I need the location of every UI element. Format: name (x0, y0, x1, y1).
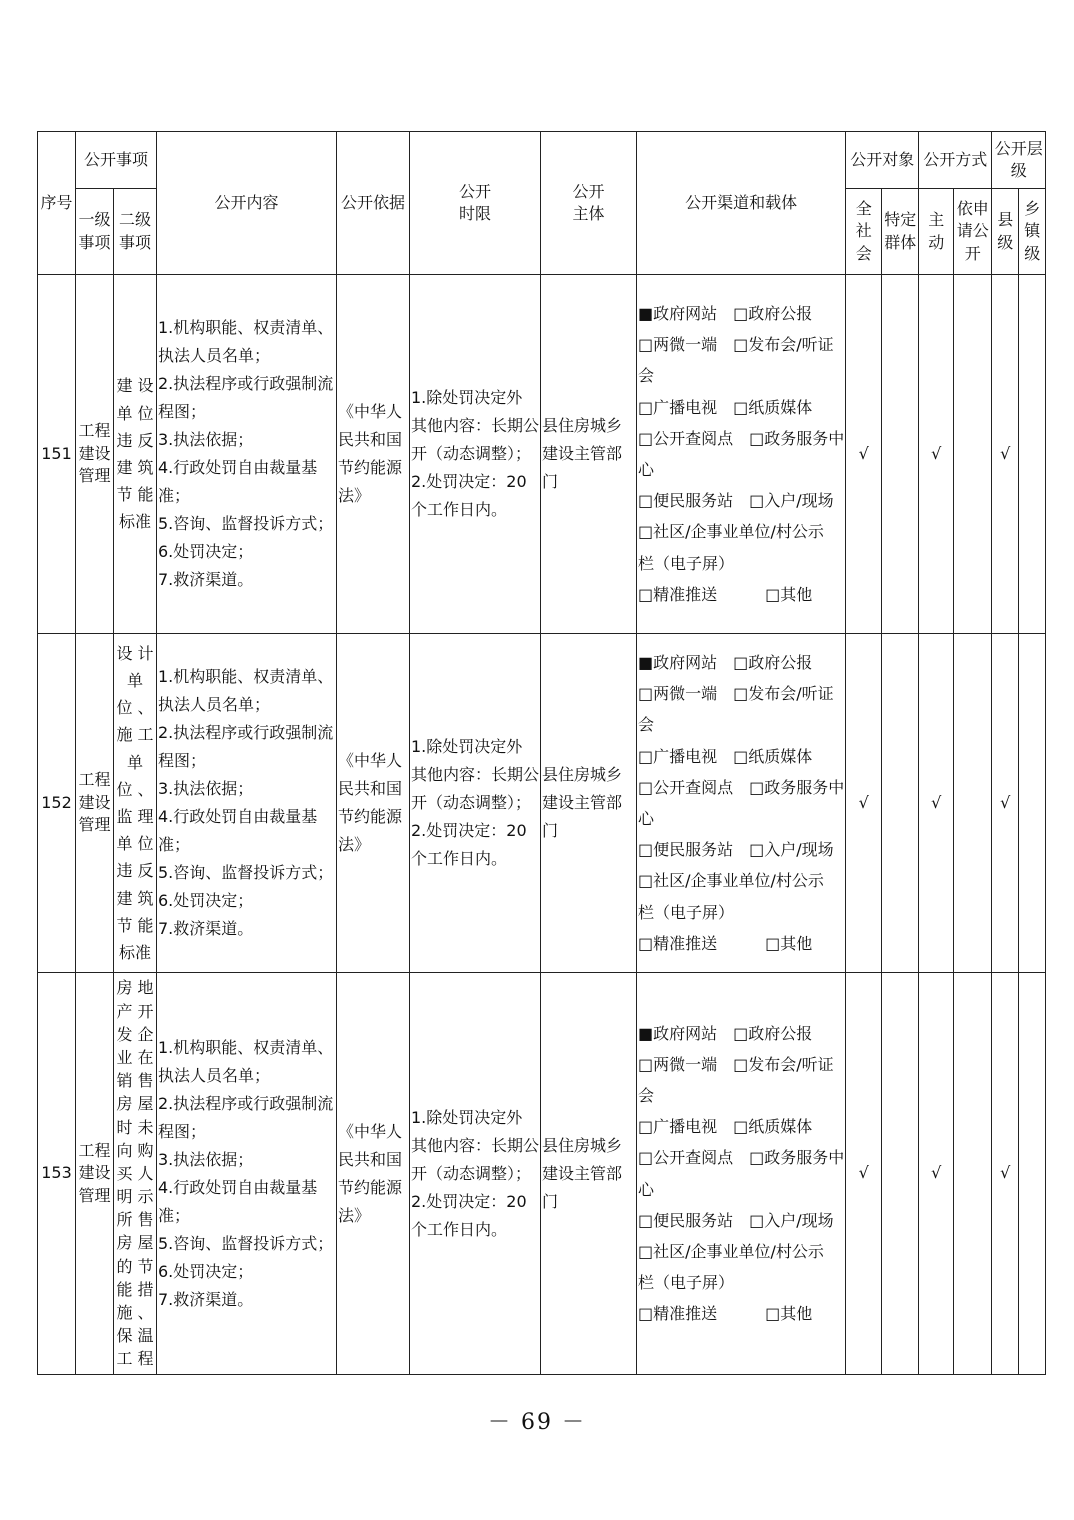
header-method-group: 公开方式 (919, 132, 992, 189)
header-method-active: 主 动 (919, 189, 954, 275)
row-level1: 工程 建设 管理 (76, 275, 114, 634)
row-target-all: √ (846, 973, 882, 1375)
header-subject: 公开 主体 (541, 132, 637, 275)
row-method-apply (954, 973, 992, 1375)
header-level1: 一级 事项 (76, 189, 114, 275)
row-level1: 工程 建设 管理 (76, 634, 114, 973)
row-channels: ■政府网站 □政府公报 □两微一端 □发布会/听证 会 □广播电视 □纸质媒体 □公开查阅点 □政务服务中 心 □便民服务站 □入户/现场 □社区/企事业单位/村公示 栏（电子屏） □精准推送 □其他 (637, 973, 846, 1375)
row-target-all: √ (846, 634, 882, 973)
row-content: 1.机构职能、权责清单、 执法人员名单； 2.执法程序或行政强制流 程图； 3.执法依据； 4.行政处罚自由裁量基 准； 5.咨询、监督投诉方式； 6.处罚决定； 7.救济渠道。 (157, 973, 337, 1375)
page-number: － 69 － (488, 1410, 586, 1435)
table-row (38, 973, 1046, 1375)
row-method-active: √ (919, 634, 954, 973)
row-seq: 151 (38, 275, 76, 634)
header-method-apply: 依申 请公 开 (954, 189, 992, 275)
table-row (38, 275, 1046, 634)
row-method-active: √ (919, 973, 954, 1375)
row-level-county: √ (992, 275, 1019, 634)
header-channel: 公开渠道和载体 (637, 132, 846, 275)
row-time-limit: 1.除处罚决定外 其他内容：长期公 开（动态调整）； 2.处罚决定：20 个工作日内。 (410, 634, 541, 973)
row-level2: 房 地 产 开 发 企 业 在 销 售 房 屋 时 未 向 购 买 人 明 示 所 售 房 屋 的 节 能 措 施 、 保 温 工 程 (114, 973, 157, 1375)
row-time-limit: 1.除处罚决定外 其他内容：长期公 开（动态调整）； 2.处罚决定：20 个工作日内。 (410, 973, 541, 1375)
row-method-active: √ (919, 275, 954, 634)
row-level1: 工程 建设 管理 (76, 973, 114, 1375)
row-method-apply (954, 634, 992, 973)
row-seq: 152 (38, 634, 76, 973)
header-basis: 公开依据 (337, 132, 410, 275)
row-subject: 县住房城乡 建设主管部 门 (541, 275, 637, 634)
header-level2: 二级 事项 (114, 189, 157, 275)
row-level2: 设 计 单 位 、 施 工 单 位 、 监 理 单 位 违 反 建 筑 节 能 标准 (114, 634, 157, 973)
row-level-town (1019, 973, 1046, 1375)
row-level2: 建 设 单 位 违 反 建 筑 节 能 标准 (114, 275, 157, 634)
row-channels: ■政府网站 □政府公报 □两微一端 □发布会/听证 会 □广播电视 □纸质媒体 □公开查阅点 □政务服务中 心 □便民服务站 □入户/现场 □社区/企事业单位/村公示 栏（电子屏） □精准推送 □其他 (637, 275, 846, 634)
row-target-specific (882, 973, 919, 1375)
row-subject: 县住房城乡 建设主管部 门 (541, 634, 637, 973)
header-target-specific: 特定 群体 (882, 189, 919, 275)
row-content: 1.机构职能、权责清单、 执法人员名单； 2.执法程序或行政强制流 程图； 3.执法依据； 4.行政处罚自由裁量基 准； 5.咨询、监督投诉方式； 6.处罚决定； 7.救济渠道。 (157, 634, 337, 973)
row-target-specific (882, 634, 919, 973)
header-target-all: 全 社 会 (846, 189, 882, 275)
row-target-specific (882, 275, 919, 634)
row-level-county: √ (992, 973, 1019, 1375)
header-time-limit: 公开 时限 (410, 132, 541, 275)
header-item-group: 公开事项 (76, 132, 157, 189)
row-subject: 县住房城乡 建设主管部 门 (541, 973, 637, 1375)
header-content: 公开内容 (157, 132, 337, 275)
row-basis: 《中华人 民共和国 节约能源 法》 (337, 634, 410, 973)
row-method-apply (954, 275, 992, 634)
row-basis: 《中华人 民共和国 节约能源 法》 (337, 973, 410, 1375)
row-level-town (1019, 634, 1046, 973)
header-level-county: 县 级 (992, 189, 1019, 275)
table-row (38, 634, 1046, 973)
row-basis: 《中华人 民共和国 节约能源 法》 (337, 275, 410, 634)
header-level-group: 公开层 级 (992, 132, 1046, 189)
row-seq: 153 (38, 973, 76, 1375)
row-content: 1.机构职能、权责清单、 执法人员名单； 2.执法程序或行政强制流 程图； 3.执法依据； 4.行政处罚自由裁量基 准； 5.咨询、监督投诉方式； 6.处罚决定； 7.救济渠道。 (157, 275, 337, 634)
row-level-county: √ (992, 634, 1019, 973)
row-target-all: √ (846, 275, 882, 634)
row-time-limit: 1.除处罚决定外 其他内容：长期公 开（动态调整）； 2.处罚决定：20 个工作日内。 (410, 275, 541, 634)
header-level-town: 乡 镇 级 (1019, 189, 1046, 275)
row-channels: ■政府网站 □政府公报 □两微一端 □发布会/听证 会 □广播电视 □纸质媒体 □公开查阅点 □政务服务中 心 □便民服务站 □入户/现场 □社区/企事业单位/村公示 栏（电子屏） □精准推送 □其他 (637, 634, 846, 973)
header-seq: 序号 (38, 132, 76, 275)
header-target-group: 公开对象 (846, 132, 919, 189)
row-level-town (1019, 275, 1046, 634)
disclosure-table (37, 131, 1046, 1375)
